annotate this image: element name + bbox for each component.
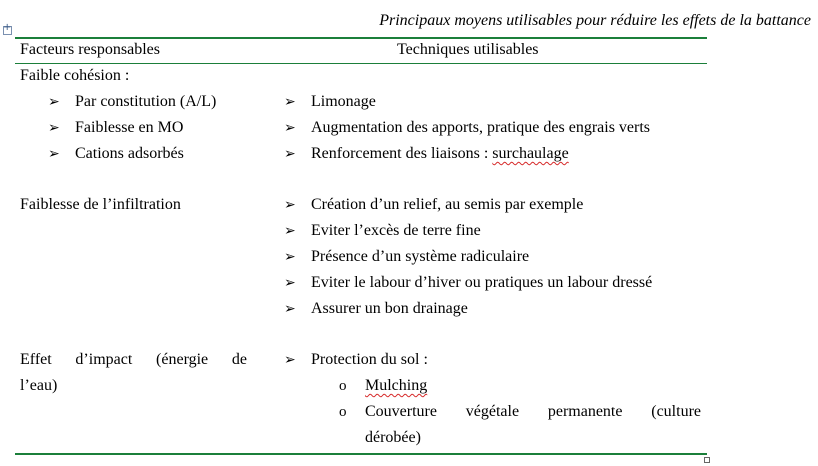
technique-item: Eviter l’excès de terre fine <box>311 222 481 239</box>
arrow-bullet-icon: ➢ <box>48 120 60 136</box>
arrow-bullet-icon: ➢ <box>284 197 296 213</box>
technique-item: Eviter le labour d’hiver ou pratiques un labour dressé <box>311 274 653 291</box>
header-factors: Facteurs responsables <box>20 41 160 58</box>
spellcheck-word: Mulching <box>365 377 428 394</box>
technique-item: Protection du sol : <box>311 351 428 368</box>
arrow-bullet-icon: ➢ <box>48 146 60 162</box>
arrow-bullet-icon: ➢ <box>284 249 296 265</box>
arrow-bullet-icon: ➢ <box>284 275 296 291</box>
arrow-bullet-icon: ➢ <box>284 120 296 136</box>
arrow-bullet-icon: ➢ <box>48 94 60 110</box>
arrow-bullet-icon: ➢ <box>284 301 296 317</box>
table-top-border <box>15 37 707 39</box>
table-resize-handle-icon[interactable] <box>704 457 710 463</box>
technique-text: Renforcement des liaisons : <box>311 145 493 162</box>
technique-item: Limonage <box>311 93 376 110</box>
table-move-handle-icon[interactable] <box>3 26 12 35</box>
subtechnique-item: dérobée) <box>365 429 421 446</box>
spellcheck-word: surchaulage <box>492 145 569 162</box>
technique-item <box>311 144 569 164</box>
subfactor-item: Faiblesse en MO <box>75 119 184 136</box>
arrow-bullet-icon: ➢ <box>284 94 296 110</box>
arrow-bullet-icon: ➢ <box>284 146 296 162</box>
header-techniques: Techniques utilisables <box>397 41 539 58</box>
technique-item: Création d’un relief, au semis par exemple <box>311 196 584 213</box>
subtechnique-item <box>365 376 427 396</box>
factor-label: l’eau) <box>20 377 58 394</box>
factor-label: Faible cohésion : <box>20 67 130 84</box>
arrow-bullet-icon: ➢ <box>284 223 296 239</box>
table-caption: Principaux moyens utilisables pour réduire les effets de la battance <box>379 12 811 29</box>
subtechnique-item: Couverture végétale permanente (culture <box>365 403 701 420</box>
subfactor-item: Cations adsorbés <box>75 145 184 162</box>
subfactor-item: Par constitution (A/L) <box>75 93 217 110</box>
technique-item: Assurer un bon drainage <box>311 300 468 317</box>
table-bottom-border <box>15 453 707 455</box>
factor-label: Effet d’impact (énergie de <box>20 351 247 368</box>
circle-bullet-icon: o <box>339 378 347 394</box>
circle-bullet-icon: o <box>339 404 347 420</box>
technique-item: Augmentation des apports, pratique des engrais verts <box>311 119 651 136</box>
arrow-bullet-icon: ➢ <box>284 352 296 368</box>
factor-label: Faiblesse de l’infiltration <box>20 196 181 213</box>
header-divider <box>15 63 707 64</box>
technique-item: Présence d’un système radiculaire <box>311 248 530 265</box>
